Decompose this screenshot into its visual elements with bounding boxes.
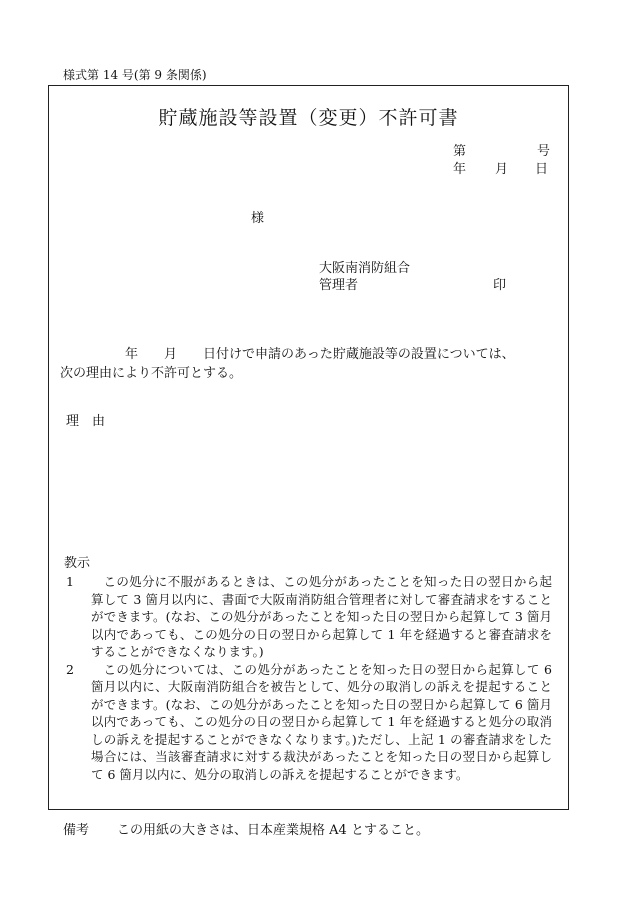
notice-item-number: 1 [66, 574, 74, 589]
notice-title: 教示 [64, 556, 91, 571]
reason-label: 理 由 [66, 414, 106, 429]
doc-number-suffix: 号 [537, 144, 551, 159]
doc-number-label: 第 [453, 144, 467, 159]
issuer-title: 管理者 [319, 278, 359, 293]
issuer-organization: 大阪南消防組合 [319, 261, 411, 276]
footnote [63, 819, 429, 838]
body-text [60, 345, 558, 383]
form-number-label: 様式第 14 号(第 9 条関係) [63, 68, 207, 82]
body-line: 次の理由により不許可とする。 [60, 366, 243, 381]
notice-item-text: この処分に不服があるときは、この処分があったことを知った日の翌日から起算して 3 箇月以内に、書面で大阪南消防組合管理者に対して審査請求をすることができます。(なお、この処分があったことを知った日の翌日から起算して 3 箇月以内であっても、この処分の日の翌日から起算して 1 年を経過すると審査請求をすることができなくなります。) [91, 574, 552, 659]
date-month-label: 月 [495, 162, 509, 177]
addressee-suffix: 様 [251, 211, 265, 226]
document-frame [48, 85, 569, 810]
notice-list [66, 573, 552, 783]
notice-item-text: この処分については、この処分があったことを知った日の翌日から起算して 6 箇月以内に、大阪南消防組合を被告として、処分の取消しの訴えを提起することができます。(なお、この処分があったことを知った日の翌日から起算して 6 箇月以内であっても、この処分の日の翌日から起算して 1 年を経過すると処分の取消しの訴えを提起することができなくなります。)ただし、上記 1 の審査請求をした場合には、当該審査請求に対する裁決があったことを知った日の翌日から起算して 6 箇月以内に、処分の取消しの訴えを提起することができます。 [91, 661, 552, 782]
notice-item-number: 2 [66, 661, 74, 677]
notice-item [66, 661, 552, 784]
date-year-label: 年 [453, 162, 467, 177]
seal-mark: 印 [493, 278, 507, 293]
notice-item [66, 573, 552, 661]
body-line: 年 月 日付けで申請のあった貯蔵施設等の設置については、 [60, 347, 515, 362]
date-day-label: 日 [535, 162, 549, 177]
document-title: 貯蔵施設等設置（変更）不許可書 [158, 107, 459, 129]
footnote-text: この用紙の大きさは、日本産業規格 A4 とすること。 [117, 823, 429, 838]
footnote-label: 備考 [63, 823, 90, 838]
